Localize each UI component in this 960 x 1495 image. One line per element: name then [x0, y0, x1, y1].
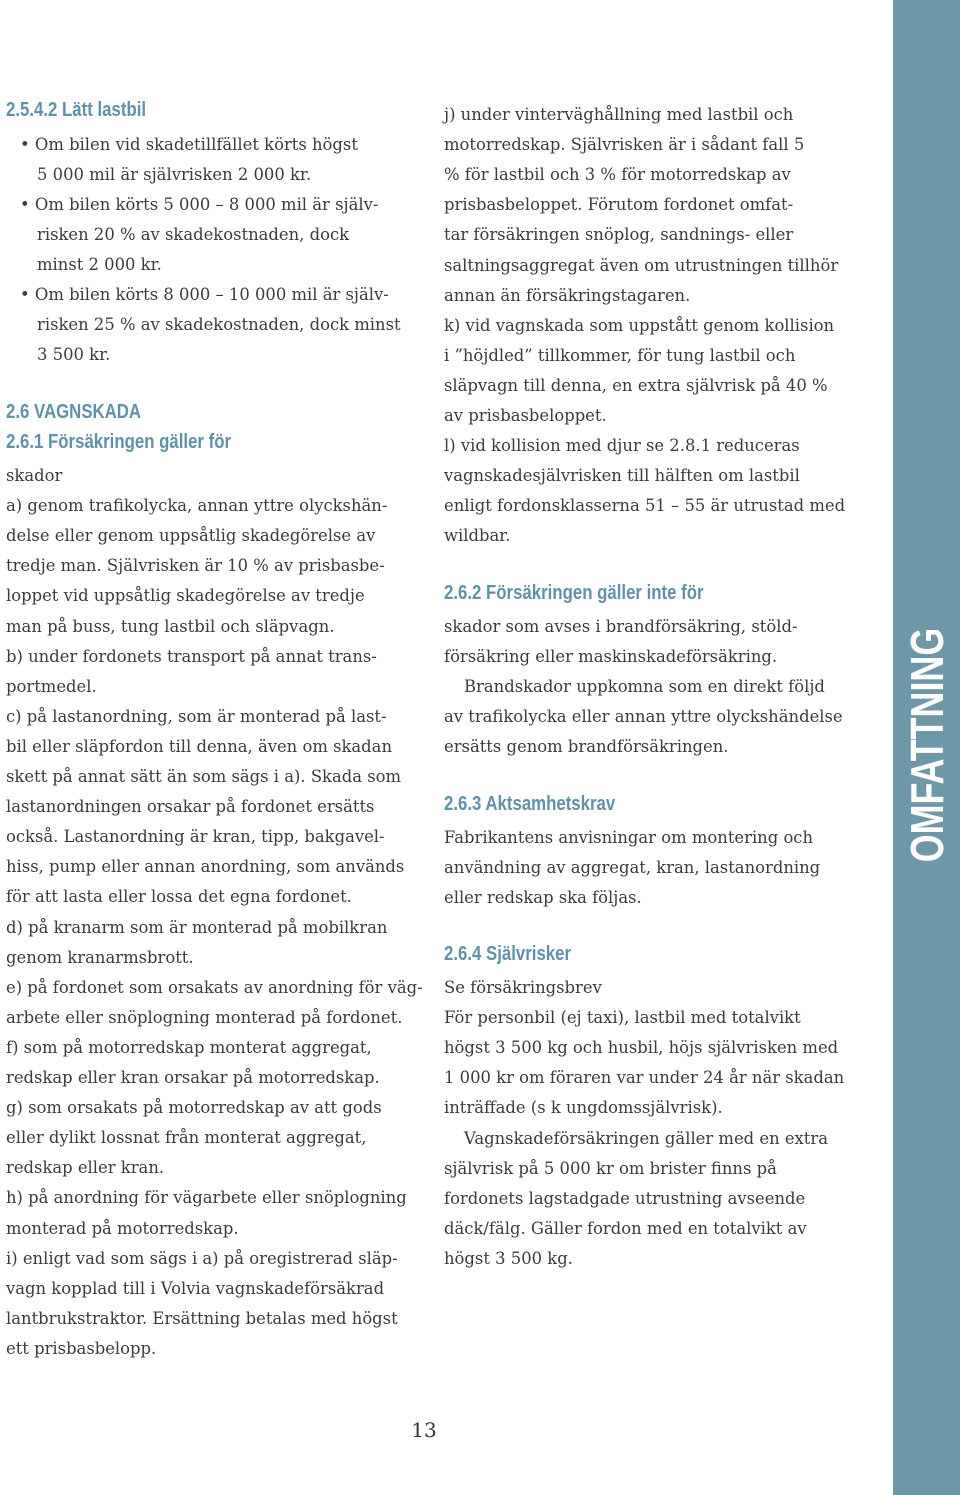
heading-2-6-2: 2.6.2 Försäkringen gäller inte för [444, 582, 704, 604]
text-line: högst 3 500 kg. [444, 1248, 573, 1268]
text-line: l) vid kollision med djur se 2.8.1 reduceras [444, 436, 800, 456]
text-line: För personbil (ej taxi), lastbil med totalvikt [444, 1008, 801, 1028]
text-line: för att lasta eller lossa det egna fordonet. [6, 887, 352, 907]
text-line: skador som avses i brandförsäkring, stöld- [444, 617, 798, 636]
text-line: hiss, pump eller annan anordning, som används [6, 857, 405, 877]
text-line: vagn kopplad till i Volvia vagnskadeförsäkrad [6, 1278, 385, 1298]
bullet-line: risken 20 % av skadekostnaden, dock [37, 225, 350, 244]
bullet-line: • Om bilen körts 8 000 – 10 000 mil är själv- [20, 285, 389, 304]
text-line: enligt fordonsklasserna 51 – 55 är utrustad med [444, 496, 846, 516]
text-line: d) på kranarm som är monterad på mobilkran [6, 917, 388, 937]
text-line: i ”höjdled” tillkommer, för tung lastbil och [444, 345, 796, 365]
text-line: saltningsaggregat även om utrustningen tillhör [444, 255, 839, 275]
text-line: tredje man. Självrisken är 10 % av prisbasbe- [6, 556, 385, 576]
text-line: släpvagn till denna, en extra självrisk på 40 % [444, 375, 828, 395]
text-line: tar försäkringen snöplog, sandnings- eller [444, 225, 794, 245]
text-line: f) som på motorredskap monterat aggregat, [6, 1037, 372, 1057]
text-line: i) enligt vad som sägs i a) på oregistrerad släp- [6, 1248, 398, 1268]
text-line: annan än försäkringstagaren. [444, 285, 691, 305]
text-line: h) på anordning för vägarbete eller snöplogning [6, 1188, 407, 1208]
text-line: wildbar. [444, 526, 511, 546]
text-line: eller redskap ska följas. [444, 888, 642, 908]
heading-2-6-3: 2.6.3 Aktsamhetskrav [444, 793, 616, 815]
text-line: lastanordningen orsakar på fordonet ersätts [6, 797, 375, 817]
text-line: genom kranarmsbrott. [6, 947, 194, 967]
text-line: Brandskador uppkomna som en direkt följd [464, 677, 825, 697]
text-line: högst 3 500 kg och husbil, höjs självrisken med [444, 1038, 839, 1058]
page-number: 13 [411, 1418, 437, 1442]
text-line: däck/fälg. Gäller fordon med en totalvikt av [444, 1218, 807, 1238]
text-line: av prisbasbeloppet. [444, 406, 607, 425]
text-line: e) på fordonet som orsakats av anordning för väg- [6, 977, 423, 997]
text-line: loppet vid uppsåtlig skadegörelse av tredje [6, 586, 365, 606]
text-line: försäkring eller maskinskadeförsäkring. [444, 647, 778, 667]
bullet-line: • Om bilen körts 5 000 – 8 000 mil är själv- [20, 195, 379, 214]
heading-2-6-1: 2.6.1 Försäkringen gäller för [6, 431, 232, 453]
text-line: prisbasbeloppet. Förutom fordonet omfat- [444, 195, 794, 215]
bullet-line: 3 500 kr. [37, 345, 111, 364]
text-line: man på buss, tung lastbil och släpvagn. [6, 616, 335, 636]
text-line: j) under vinterväghållning med lastbil och [444, 105, 794, 124]
text-line: inträffade (s k ungdomssjälvrisk). [444, 1098, 723, 1118]
text-line: vagnskadesjälvrisken till hälften om lastbil [444, 466, 800, 486]
text-line: c) på lastanordning, som är monterad på last- [6, 706, 387, 726]
text-line: redskap eller kran orsakar på motorredskap. [6, 1068, 380, 1087]
text-line: arbete eller snöplogning monterad på fordonet. [6, 1007, 403, 1027]
heading-2-6-4: 2.6.4 Självrisker [444, 943, 572, 965]
text-line: g) som orsakats på motorredskap av att gods [6, 1098, 382, 1118]
text-line: ersätts genom brandförsäkringen. [444, 737, 729, 757]
text-line: 1 000 kr om föraren var under 24 år när skadan [444, 1068, 845, 1088]
text-line: Vagnskadeförsäkringen gäller med en extra [464, 1128, 828, 1148]
text-line: av trafikolycka eller annan yttre olyckshändelse [444, 707, 843, 727]
text-line: k) vid vagnskada som uppstått genom kollision [444, 315, 835, 335]
text-line: användning av aggregat, kran, lastanordning [444, 858, 821, 878]
text-line: lantbrukstraktor. Ersättning betalas med högst [6, 1308, 398, 1328]
text-line: a) genom trafikolycka, annan yttre olyckshän- [6, 496, 388, 516]
text-line: ett prisbasbelopp. [6, 1338, 157, 1358]
text-line: eller dylikt lossnat från monterat aggregat, [6, 1128, 367, 1148]
text-line: bil eller släpfordon till denna, även om skadan [6, 736, 393, 756]
text-line: också. Lastanordning är kran, tipp, bakgavel- [6, 827, 385, 847]
text-line: portmedel. [6, 676, 97, 696]
text-line: självrisk på 5 000 kr om brister finns på [444, 1158, 777, 1178]
bullet-line: 5 000 mil är självrisken 2 000 kr. [37, 165, 312, 184]
text-line: % för lastbil och 3 % för motorredskap av [444, 165, 791, 185]
bullet-line: • Om bilen vid skadetillfället körts högst [20, 135, 358, 154]
text-line: monterad på motorredskap. [6, 1218, 239, 1238]
text-line: b) under fordonets transport på annat trans- [6, 646, 377, 666]
text-line: redskap eller kran. [6, 1158, 165, 1178]
text-line: delse eller genom uppsåtlig skadegörelse av [6, 526, 376, 546]
heading-2-6: 2.6 VAGNSKADA [6, 401, 142, 423]
text-line: motorredskap. Självrisken är i sådant fall 5 [444, 135, 805, 155]
heading-2-5-4-2: 2.5.4.2 Lätt lastbil [6, 99, 147, 121]
text-line: fordonets lagstadgade utrustning avseende [444, 1188, 806, 1208]
text-line: skador [6, 466, 63, 485]
sidebar-title: OMFATTNING [900, 627, 953, 863]
section-sidebar [893, 0, 960, 1495]
text-line: Se försäkringsbrev [444, 978, 602, 997]
text-line: skett på annat sätt än som sägs i a). Skada som [6, 767, 402, 786]
bullet-line: minst 2 000 kr. [37, 255, 162, 274]
bullet-line: risken 25 % av skadekostnaden, dock minst [37, 315, 401, 334]
text-line: Fabrikantens anvisningar om montering och [444, 828, 814, 847]
